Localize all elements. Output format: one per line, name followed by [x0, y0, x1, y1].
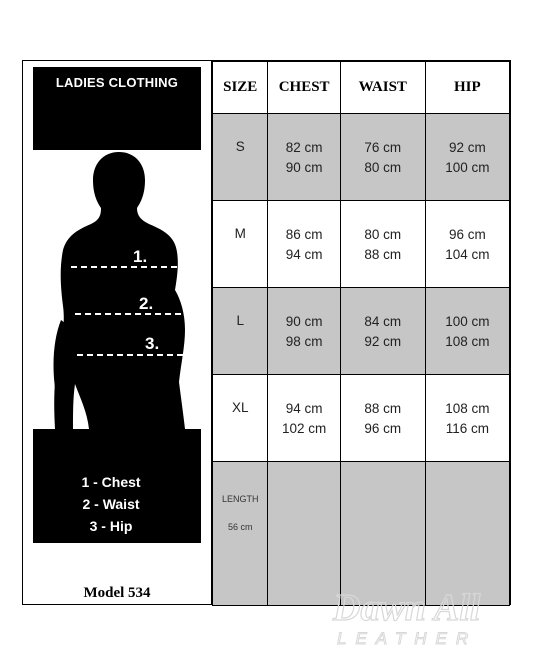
waist-max: 88 cm — [364, 247, 402, 262]
waist-max: 80 cm — [364, 160, 402, 175]
hip-max: 104 cm — [445, 247, 490, 262]
legend-waist: 2 - Waist — [82, 496, 140, 512]
header-hip: HIP — [425, 62, 509, 114]
table-row — [213, 288, 510, 375]
size-cell: S — [235, 139, 245, 154]
chest-min: 90 cm — [285, 314, 323, 329]
legend-chest: 1 - Chest — [81, 474, 141, 490]
hip-max: 108 cm — [445, 334, 490, 349]
legend-hip: 3 - Hip — [89, 518, 133, 534]
header-block — [33, 67, 201, 150]
size-cell: L — [236, 313, 244, 328]
legend-block — [33, 429, 201, 543]
waist-min: 76 cm — [364, 140, 402, 155]
chest-min: 82 cm — [285, 140, 323, 155]
hip-max: 100 cm — [445, 160, 490, 175]
marker-2: 2. — [139, 294, 154, 313]
size-cell: M — [234, 226, 246, 241]
chest-max: 90 cm — [285, 160, 323, 175]
watermark-brand: Dawn All — [333, 587, 481, 629]
chest-max: 98 cm — [285, 334, 323, 349]
header-size: SIZE — [213, 62, 268, 114]
hip-max: 116 cm — [445, 421, 489, 436]
header-chest: CHEST — [268, 62, 340, 114]
waist-min: 88 cm — [364, 401, 402, 416]
size-cell: XL — [231, 400, 249, 415]
size-table — [212, 61, 510, 606]
chest-max: 102 cm — [281, 421, 327, 436]
chest-min: 86 cm — [285, 227, 323, 242]
marker-3: 3. — [145, 334, 160, 353]
length-label: LENGTH — [221, 494, 259, 504]
hip-min: 92 cm — [448, 140, 486, 155]
waist-min: 84 cm — [364, 314, 402, 329]
panel-title: LADIES CLOTHING — [55, 75, 179, 90]
hip-min: 96 cm — [448, 227, 486, 242]
waist-max: 92 cm — [364, 334, 402, 349]
measurement-legend — [33, 471, 201, 537]
table-row — [213, 114, 510, 201]
waist-min: 80 cm — [364, 227, 402, 242]
chest-max: 94 cm — [285, 247, 323, 262]
table-header-row — [213, 62, 510, 114]
size-chart — [22, 60, 511, 605]
waist-max: 96 cm — [364, 421, 402, 436]
brand-watermark-logo — [325, 582, 515, 652]
header-waist: WAIST — [340, 62, 425, 114]
marker-1: 1. — [133, 247, 148, 266]
chest-min: 94 cm — [285, 401, 323, 416]
model-label: Model 534 — [83, 585, 151, 601]
body-silhouette-image — [33, 150, 201, 429]
table-row — [213, 201, 510, 288]
measurement-guide-panel — [23, 61, 212, 604]
hip-min: 108 cm — [445, 401, 490, 416]
table-row — [213, 375, 510, 462]
watermark-sub: LEATHER — [337, 629, 478, 648]
hip-min: 100 cm — [445, 314, 490, 329]
length-value: 56 cm — [227, 522, 253, 532]
